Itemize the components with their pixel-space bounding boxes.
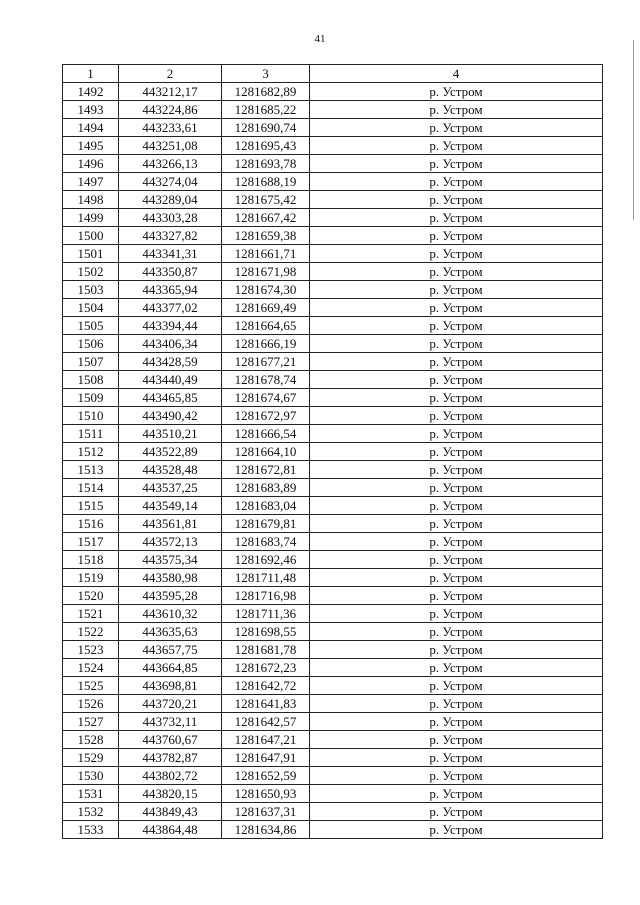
x-coordinate-cell: 443549,14 xyxy=(119,497,222,515)
y-coordinate-cell: 1281678,74 xyxy=(222,371,310,389)
y-coordinate-cell: 1281685,22 xyxy=(222,101,310,119)
object-name-cell: р. Устром xyxy=(310,803,603,821)
point-number-cell: 1512 xyxy=(63,443,119,461)
table-row xyxy=(63,101,603,119)
table-row xyxy=(63,569,603,587)
y-coordinate-cell: 1281716,98 xyxy=(222,587,310,605)
point-number-cell: 1492 xyxy=(63,83,119,101)
y-coordinate-cell: 1281641,83 xyxy=(222,695,310,713)
table-row xyxy=(63,263,603,281)
y-coordinate-cell: 1281679,81 xyxy=(222,515,310,533)
point-number-cell: 1522 xyxy=(63,623,119,641)
x-coordinate-cell: 443289,04 xyxy=(119,191,222,209)
x-coordinate-cell: 443303,28 xyxy=(119,209,222,227)
point-number-cell: 1498 xyxy=(63,191,119,209)
object-name-cell: р. Устром xyxy=(310,407,603,425)
object-name-cell: р. Устром xyxy=(310,137,603,155)
x-coordinate-cell: 443537,25 xyxy=(119,479,222,497)
x-coordinate-cell: 443522,89 xyxy=(119,443,222,461)
table-row xyxy=(63,461,603,479)
y-coordinate-cell: 1281681,78 xyxy=(222,641,310,659)
point-number-cell: 1515 xyxy=(63,497,119,515)
table-row xyxy=(63,389,603,407)
object-name-cell: р. Устром xyxy=(310,443,603,461)
point-number-cell: 1509 xyxy=(63,389,119,407)
object-name-cell: р. Устром xyxy=(310,335,603,353)
x-coordinate-cell: 443657,75 xyxy=(119,641,222,659)
x-coordinate-cell: 443406,34 xyxy=(119,335,222,353)
y-coordinate-cell: 1281672,81 xyxy=(222,461,310,479)
x-coordinate-cell: 443233,61 xyxy=(119,119,222,137)
object-name-cell: р. Устром xyxy=(310,749,603,767)
y-coordinate-cell: 1281642,72 xyxy=(222,677,310,695)
x-coordinate-cell: 443760,67 xyxy=(119,731,222,749)
object-name-cell: р. Устром xyxy=(310,641,603,659)
table-row xyxy=(63,731,603,749)
table-row xyxy=(63,767,603,785)
point-number-cell: 1526 xyxy=(63,695,119,713)
y-coordinate-cell: 1281666,19 xyxy=(222,335,310,353)
table-row xyxy=(63,659,603,677)
object-name-cell: р. Устром xyxy=(310,389,603,407)
object-name-cell: р. Устром xyxy=(310,101,603,119)
point-number-cell: 1527 xyxy=(63,713,119,731)
object-name-cell: р. Устром xyxy=(310,515,603,533)
table-row xyxy=(63,227,603,245)
x-coordinate-cell: 443575,34 xyxy=(119,551,222,569)
x-coordinate-cell: 443394,44 xyxy=(119,317,222,335)
table-row xyxy=(63,317,603,335)
x-coordinate-cell: 443580,98 xyxy=(119,569,222,587)
point-number-cell: 1504 xyxy=(63,299,119,317)
object-name-cell: р. Устром xyxy=(310,677,603,695)
object-name-cell: р. Устром xyxy=(310,497,603,515)
table-row xyxy=(63,443,603,461)
table-row xyxy=(63,425,603,443)
table-row xyxy=(63,515,603,533)
point-number-cell: 1500 xyxy=(63,227,119,245)
y-coordinate-cell: 1281647,21 xyxy=(222,731,310,749)
object-name-cell: р. Устром xyxy=(310,461,603,479)
point-number-cell: 1523 xyxy=(63,641,119,659)
point-number-cell: 1499 xyxy=(63,209,119,227)
x-coordinate-cell: 443465,85 xyxy=(119,389,222,407)
y-coordinate-cell: 1281677,21 xyxy=(222,353,310,371)
table-row xyxy=(63,587,603,605)
y-coordinate-cell: 1281637,31 xyxy=(222,803,310,821)
table-row xyxy=(63,803,603,821)
table-row xyxy=(63,245,603,263)
object-name-cell: р. Устром xyxy=(310,155,603,173)
table-row xyxy=(63,155,603,173)
y-coordinate-cell: 1281695,43 xyxy=(222,137,310,155)
x-coordinate-cell: 443440,49 xyxy=(119,371,222,389)
point-number-cell: 1507 xyxy=(63,353,119,371)
y-coordinate-cell: 1281669,49 xyxy=(222,299,310,317)
scan-edge-mark xyxy=(633,40,640,220)
table-body xyxy=(63,83,603,839)
y-coordinate-cell: 1281683,89 xyxy=(222,479,310,497)
point-number-cell: 1496 xyxy=(63,155,119,173)
column-header: 1 xyxy=(63,65,119,83)
column-header: 4 xyxy=(310,65,603,83)
x-coordinate-cell: 443664,85 xyxy=(119,659,222,677)
x-coordinate-cell: 443528,48 xyxy=(119,461,222,479)
x-coordinate-cell: 443428,59 xyxy=(119,353,222,371)
point-number-cell: 1517 xyxy=(63,533,119,551)
y-coordinate-cell: 1281674,67 xyxy=(222,389,310,407)
x-coordinate-cell: 443350,87 xyxy=(119,263,222,281)
table-row xyxy=(63,137,603,155)
x-coordinate-cell: 443864,48 xyxy=(119,821,222,839)
column-header: 2 xyxy=(119,65,222,83)
x-coordinate-cell: 443635,63 xyxy=(119,623,222,641)
y-coordinate-cell: 1281688,19 xyxy=(222,173,310,191)
object-name-cell: р. Устром xyxy=(310,731,603,749)
x-coordinate-cell: 443802,72 xyxy=(119,767,222,785)
point-number-cell: 1531 xyxy=(63,785,119,803)
x-coordinate-cell: 443732,11 xyxy=(119,713,222,731)
table-row xyxy=(63,641,603,659)
point-number-cell: 1510 xyxy=(63,407,119,425)
table-row xyxy=(63,173,603,191)
object-name-cell: р. Устром xyxy=(310,83,603,101)
y-coordinate-cell: 1281664,10 xyxy=(222,443,310,461)
point-number-cell: 1501 xyxy=(63,245,119,263)
object-name-cell: р. Устром xyxy=(310,317,603,335)
point-number-cell: 1494 xyxy=(63,119,119,137)
table-row xyxy=(63,119,603,137)
point-number-cell: 1520 xyxy=(63,587,119,605)
x-coordinate-cell: 443595,28 xyxy=(119,587,222,605)
y-coordinate-cell: 1281661,71 xyxy=(222,245,310,263)
y-coordinate-cell: 1281683,74 xyxy=(222,533,310,551)
y-coordinate-cell: 1281642,57 xyxy=(222,713,310,731)
object-name-cell: р. Устром xyxy=(310,263,603,281)
y-coordinate-cell: 1281652,59 xyxy=(222,767,310,785)
object-name-cell: р. Устром xyxy=(310,659,603,677)
table-row xyxy=(63,749,603,767)
y-coordinate-cell: 1281659,38 xyxy=(222,227,310,245)
y-coordinate-cell: 1281666,54 xyxy=(222,425,310,443)
y-coordinate-cell: 1281711,48 xyxy=(222,569,310,587)
object-name-cell: р. Устром xyxy=(310,227,603,245)
object-name-cell: р. Устром xyxy=(310,353,603,371)
y-coordinate-cell: 1281693,78 xyxy=(222,155,310,173)
point-number-cell: 1532 xyxy=(63,803,119,821)
x-coordinate-cell: 443720,21 xyxy=(119,695,222,713)
table-row xyxy=(63,335,603,353)
point-number-cell: 1533 xyxy=(63,821,119,839)
y-coordinate-cell: 1281647,91 xyxy=(222,749,310,767)
table-row xyxy=(63,407,603,425)
y-coordinate-cell: 1281664,65 xyxy=(222,317,310,335)
point-number-cell: 1519 xyxy=(63,569,119,587)
point-number-cell: 1493 xyxy=(63,101,119,119)
point-number-cell: 1528 xyxy=(63,731,119,749)
x-coordinate-cell: 443274,04 xyxy=(119,173,222,191)
object-name-cell: р. Устром xyxy=(310,623,603,641)
table-row xyxy=(63,299,603,317)
table-row xyxy=(63,623,603,641)
object-name-cell: р. Устром xyxy=(310,299,603,317)
x-coordinate-cell: 443251,08 xyxy=(119,137,222,155)
object-name-cell: р. Устром xyxy=(310,191,603,209)
point-number-cell: 1529 xyxy=(63,749,119,767)
coordinates-table xyxy=(62,64,603,839)
table-row xyxy=(63,353,603,371)
column-header: 3 xyxy=(222,65,310,83)
object-name-cell: р. Устром xyxy=(310,821,603,839)
x-coordinate-cell: 443224,86 xyxy=(119,101,222,119)
point-number-cell: 1513 xyxy=(63,461,119,479)
point-number-cell: 1511 xyxy=(63,425,119,443)
y-coordinate-cell: 1281650,93 xyxy=(222,785,310,803)
object-name-cell: р. Устром xyxy=(310,587,603,605)
point-number-cell: 1502 xyxy=(63,263,119,281)
y-coordinate-cell: 1281711,36 xyxy=(222,605,310,623)
point-number-cell: 1497 xyxy=(63,173,119,191)
point-number-cell: 1530 xyxy=(63,767,119,785)
y-coordinate-cell: 1281690,74 xyxy=(222,119,310,137)
object-name-cell: р. Устром xyxy=(310,119,603,137)
table-row xyxy=(63,605,603,623)
table-row xyxy=(63,695,603,713)
page-number: 41 xyxy=(314,33,326,45)
point-number-cell: 1521 xyxy=(63,605,119,623)
object-name-cell: р. Устром xyxy=(310,695,603,713)
y-coordinate-cell: 1281675,42 xyxy=(222,191,310,209)
point-number-cell: 1503 xyxy=(63,281,119,299)
table-row xyxy=(63,209,603,227)
object-name-cell: р. Устром xyxy=(310,371,603,389)
y-coordinate-cell: 1281692,46 xyxy=(222,551,310,569)
point-number-cell: 1514 xyxy=(63,479,119,497)
object-name-cell: р. Устром xyxy=(310,479,603,497)
y-coordinate-cell: 1281682,89 xyxy=(222,83,310,101)
x-coordinate-cell: 443572,13 xyxy=(119,533,222,551)
point-number-cell: 1516 xyxy=(63,515,119,533)
x-coordinate-cell: 443610,32 xyxy=(119,605,222,623)
point-number-cell: 1525 xyxy=(63,677,119,695)
table-row xyxy=(63,83,603,101)
object-name-cell: р. Устром xyxy=(310,173,603,191)
point-number-cell: 1524 xyxy=(63,659,119,677)
x-coordinate-cell: 443820,15 xyxy=(119,785,222,803)
x-coordinate-cell: 443490,42 xyxy=(119,407,222,425)
object-name-cell: р. Устром xyxy=(310,605,603,623)
table-row xyxy=(63,497,603,515)
table-row xyxy=(63,821,603,839)
x-coordinate-cell: 443341,31 xyxy=(119,245,222,263)
x-coordinate-cell: 443698,81 xyxy=(119,677,222,695)
table-row xyxy=(63,191,603,209)
object-name-cell: р. Устром xyxy=(310,569,603,587)
table-row xyxy=(63,371,603,389)
y-coordinate-cell: 1281672,97 xyxy=(222,407,310,425)
x-coordinate-cell: 443212,17 xyxy=(119,83,222,101)
y-coordinate-cell: 1281667,42 xyxy=(222,209,310,227)
table-row xyxy=(63,551,603,569)
point-number-cell: 1505 xyxy=(63,317,119,335)
object-name-cell: р. Устром xyxy=(310,767,603,785)
table-row xyxy=(63,281,603,299)
y-coordinate-cell: 1281634,86 xyxy=(222,821,310,839)
x-coordinate-cell: 443365,94 xyxy=(119,281,222,299)
point-number-cell: 1518 xyxy=(63,551,119,569)
object-name-cell: р. Устром xyxy=(310,425,603,443)
point-number-cell: 1495 xyxy=(63,137,119,155)
table-row xyxy=(63,677,603,695)
y-coordinate-cell: 1281672,23 xyxy=(222,659,310,677)
point-number-cell: 1506 xyxy=(63,335,119,353)
x-coordinate-cell: 443782,87 xyxy=(119,749,222,767)
object-name-cell: р. Устром xyxy=(310,209,603,227)
table-header-row xyxy=(63,65,603,83)
x-coordinate-cell: 443327,82 xyxy=(119,227,222,245)
x-coordinate-cell: 443510,21 xyxy=(119,425,222,443)
object-name-cell: р. Устром xyxy=(310,533,603,551)
y-coordinate-cell: 1281698,55 xyxy=(222,623,310,641)
object-name-cell: р. Устром xyxy=(310,713,603,731)
table-row xyxy=(63,713,603,731)
object-name-cell: р. Устром xyxy=(310,551,603,569)
table-row xyxy=(63,479,603,497)
table-row xyxy=(63,533,603,551)
object-name-cell: р. Устром xyxy=(310,281,603,299)
x-coordinate-cell: 443266,13 xyxy=(119,155,222,173)
object-name-cell: р. Устром xyxy=(310,785,603,803)
point-number-cell: 1508 xyxy=(63,371,119,389)
y-coordinate-cell: 1281671,98 xyxy=(222,263,310,281)
x-coordinate-cell: 443377,02 xyxy=(119,299,222,317)
table-row xyxy=(63,785,603,803)
object-name-cell: р. Устром xyxy=(310,245,603,263)
x-coordinate-cell: 443849,43 xyxy=(119,803,222,821)
y-coordinate-cell: 1281683,04 xyxy=(222,497,310,515)
y-coordinate-cell: 1281674,30 xyxy=(222,281,310,299)
x-coordinate-cell: 443561,81 xyxy=(119,515,222,533)
